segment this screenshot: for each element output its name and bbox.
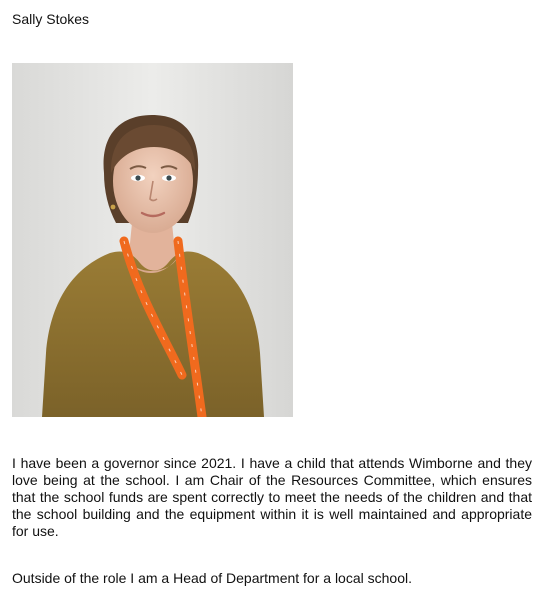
- portrait-photo: [12, 63, 293, 417]
- bio-paragraph-governor-role: I have been a governor since 2021. I have a child that attends Wimborne and they love being at the school. I am Chair of the Resources Committee, which ensures that the school funds are spent correctly to meet the needs of the children and that the school building and the equipment within it is well maintained and appropriate for use.: [12, 455, 532, 539]
- right-eye: [166, 175, 171, 180]
- earring: [111, 205, 116, 210]
- bio-paragraph-outside-role: Outside of the role I am a Head of Department for a local school.: [12, 570, 412, 586]
- left-eye: [135, 175, 140, 180]
- portrait-illustration: [12, 63, 293, 417]
- person-name: Sally Stokes: [12, 11, 90, 27]
